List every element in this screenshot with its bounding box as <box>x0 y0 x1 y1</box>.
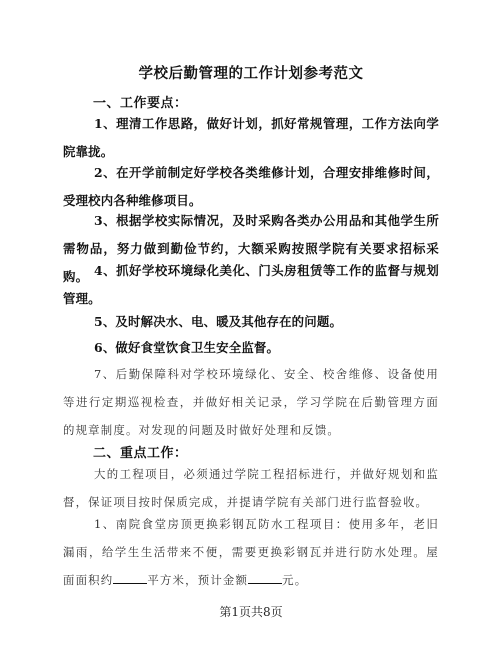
key-work-item-1 <box>63 510 439 594</box>
work-point-6: 6、做好食堂饮食卫生安全监督。 <box>94 340 280 355</box>
section-heading-key-work: 二、重点工作： <box>93 446 188 461</box>
work-point-2: 2、在开学前制定好学校各类维修计划，合理安排维修时间，受理校内各种维修项目。 <box>63 165 439 208</box>
work-point-3: 3、根据学校实际情况，及时采购各类办公用品和其他学生所需物品，努力做到勤俭节约，大额采购按照学院有关要求招标采购。 <box>63 213 439 284</box>
work-point-4: 4、抓好学校环境绿化美化、门头房租赁等工作的监督与规划管理。 <box>63 263 439 306</box>
work-point-5: 5、及时解决水、电、暖及其他存在的问题。 <box>94 314 343 329</box>
section-heading-work-points: 一、工作要点： <box>93 96 188 111</box>
work-point-7: 7、后勤保障科对学校环境绿化、安全、校舍维修、设备使用等进行定期巡视检查，并做好相关记录，学习学院在后勤管理方面的规章制度。对发现的问题及时做好处理和反馈。 <box>63 367 439 437</box>
area-blank-line <box>113 571 147 584</box>
key-work-item-1-amount-label: 平方米，预计金额 <box>147 573 249 587</box>
key-work-item-1-text: 1、南院食堂房顶更换彩钢瓦防水工程项目：使用多年，老旧漏雨，给学生生活带来不便，需要更换彩钢瓦并进行防水处理。屋面面积约 <box>63 517 439 587</box>
key-work-item-1-unit: 元。 <box>282 573 308 587</box>
amount-blank-line <box>248 571 282 584</box>
document-title: 学校后勤管理的工作计划参考范文 <box>138 65 364 82</box>
page-footer: 第1页共8页 <box>219 605 283 619</box>
key-work-intro: 大的工程项目，必须通过学院工程招标进行，并做好规划和监督，保证项目按时保质完成，并提请学院有关部门进行监督验收。 <box>63 467 439 509</box>
work-point-1: 1、理清工作思路，做好计划，抓好常规管理，工作方法向学院靠拢。 <box>63 116 439 159</box>
